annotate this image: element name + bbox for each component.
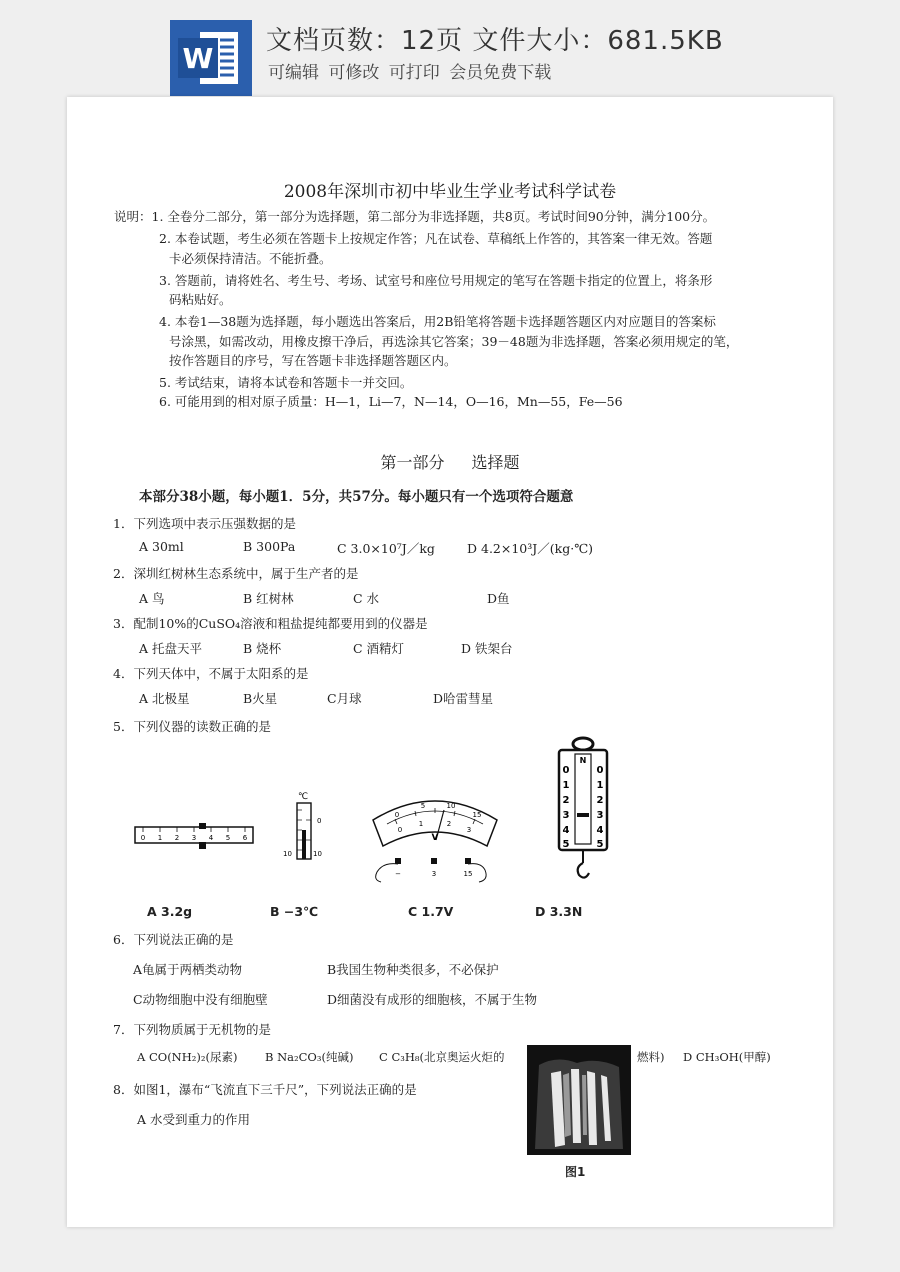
- ruler-tick-4: 4: [208, 834, 214, 842]
- note-3b: 码粘贴好。: [169, 292, 232, 307]
- q6-option-c: C动物细胞中没有细胞壁: [133, 992, 268, 1007]
- ruler-tick-0: 0: [140, 834, 146, 842]
- spring-right-1: 1: [596, 780, 604, 791]
- note-4c: 按作答题目的序号，写在答题卡非选择题答题区内。: [169, 353, 457, 368]
- meter-scale-0: 0: [394, 811, 400, 819]
- meter-scale-5: 5: [420, 802, 426, 810]
- q8-option-a: A 水受到重力的作用: [137, 1112, 251, 1127]
- q6-option-b: B我国生物种类很多，不必保护: [327, 962, 499, 977]
- q7-option-d: D CH₃OH(甲醇): [683, 1050, 771, 1064]
- waterfall-image: [527, 1045, 631, 1155]
- ruler-tick-2: 2: [174, 834, 180, 842]
- q4-option-a: A 北极星: [139, 691, 190, 706]
- note-2b: 卡必须保持清洁。不能折叠。: [169, 251, 332, 266]
- q3-option-a: A 托盘天平: [139, 641, 203, 656]
- q3-option-c: C 酒精灯: [353, 641, 405, 656]
- ruler-tick-6: 6: [242, 834, 248, 842]
- meter-inner-0: 0: [397, 826, 403, 834]
- question-4: 4．下列天体中，不属于太阳系的是: [113, 666, 309, 681]
- meter-scale-10: 10: [446, 802, 456, 810]
- question-6: 6．下列说法正确的是: [113, 932, 234, 947]
- note-5: 5. 考试结束，请将本试卷和答题卡一并交回。: [159, 375, 413, 390]
- question-3: 3．配制10%的CuSO₄溶液和粗盐提纯都要用到的仪器是: [113, 616, 428, 631]
- q6-option-d: D细菌没有成形的细胞核，不属于生物: [327, 992, 538, 1007]
- spring-right-5: 5: [596, 839, 604, 850]
- note-4: 4. 本卷1—38题为选择题，每小题选出答案后，用2B铅笔将答题卡选择题答题区内对应题目的答案标: [159, 314, 716, 329]
- voltmeter-figure: [365, 790, 505, 890]
- question-8: 8．如图1，瀑布“飞流直下三千尺”，下列说法正确的是: [113, 1082, 417, 1097]
- ruler-figure: [133, 822, 257, 852]
- word-icon-letter: W: [182, 42, 214, 75]
- q6-option-a: A龟属于两栖类动物: [133, 962, 243, 977]
- q1-option-b: B 300Pa: [243, 539, 296, 554]
- q7-option-c: C C₃H₈(北京奥运火炬的: [379, 1050, 505, 1064]
- ruler-tick-5: 5: [225, 834, 231, 842]
- q7-option-c-cont: 燃料): [637, 1050, 665, 1064]
- q4-option-c: C月球: [327, 691, 362, 706]
- thermometer-tick-10-left: 10: [283, 850, 292, 858]
- download-banner: [0, 0, 900, 96]
- thermometer-unit: ℃: [297, 792, 309, 802]
- note-6: 6. 可能用到的相对原子质量：H—1，Li—7，N—14，O—16，Mn—55，Fe—56: [159, 394, 623, 409]
- word-document-icon: [170, 20, 252, 96]
- q2-option-b: B 红树林: [243, 591, 294, 606]
- file-features: 可编辑 可修改 可打印 会员免费下载: [268, 63, 552, 83]
- q3-option-b: B 烧杯: [243, 641, 282, 656]
- q7-option-a: A CO(NH₂)₂(尿素): [137, 1050, 238, 1064]
- q2-option-d: D鱼: [487, 591, 510, 606]
- meter-unit: V: [431, 833, 439, 843]
- note-2: 2. 本卷试题，考生必须在答题卡上按规定作答；凡在试卷、草稿纸上作答的，其答案一律无效。答题: [159, 231, 713, 246]
- exam-title: 2008年深圳市初中毕业生学业考试科学试卷: [283, 182, 617, 202]
- spring-left-3: 3: [562, 810, 570, 821]
- q3-option-d: D 铁架台: [461, 641, 513, 656]
- q4-option-d: D哈雷彗星: [433, 691, 494, 706]
- ruler-tick-1: 1: [157, 834, 163, 842]
- spring-left-5: 5: [562, 839, 570, 850]
- q5-option-a: A 3.2g: [147, 904, 193, 919]
- question-1: 1．下列选项中表示压强数据的是: [113, 516, 296, 531]
- meter-inner-2: 2: [446, 820, 452, 828]
- exam-paper: [67, 97, 833, 1227]
- spring-left-2: 2: [562, 795, 570, 806]
- spring-left-1: 1: [562, 780, 570, 791]
- spring-left-0: 0: [562, 765, 570, 776]
- q1-option-d: D 4.2×10³J／(kg·℃): [467, 541, 594, 556]
- spring-unit: N: [579, 756, 587, 765]
- section-title: 第一部分 选择题: [380, 453, 520, 472]
- q7-option-b: B Na₂CO₃(纯碱): [265, 1050, 354, 1064]
- spring-scale-figure: [553, 735, 613, 905]
- file-info-title: 文档页数：12页 文件大小：681.5KB: [266, 26, 724, 56]
- q5-option-b: B −3℃: [270, 904, 319, 919]
- thermometer-tick-0: 0: [317, 817, 322, 825]
- question-5: 5．下列仪器的读数正确的是: [113, 719, 271, 734]
- spring-right-4: 4: [596, 825, 604, 836]
- q1-option-a: A 30ml: [139, 539, 184, 554]
- meter-inner-1: 1: [418, 820, 424, 828]
- question-2: 2．深圳红树林生态系统中，属于生产者的是: [113, 566, 359, 581]
- meter-term-15: 15: [463, 870, 473, 878]
- q2-option-c: C 水: [353, 591, 380, 606]
- q4-option-b: B火星: [243, 691, 278, 706]
- meter-scale-15: 15: [472, 811, 482, 819]
- meter-term-neg: −: [395, 870, 401, 878]
- note-3: 3. 答题前，请将姓名、考生号、考场、试室号和座位号用规定的笔写在答题卡指定的位置上，将条形: [159, 273, 713, 288]
- spring-left-4: 4: [562, 825, 570, 836]
- note-1: 说明：1. 全卷分二部分，第一部分为选择题，第二部分为非选择题，共8页。考试时间90分钟，满分100分。: [114, 209, 716, 224]
- figure-1-caption: 图1: [565, 1165, 586, 1179]
- q5-option-d: D 3.3N: [535, 904, 583, 919]
- q5-option-c: C 1.7V: [408, 904, 454, 919]
- ruler-tick-3: 3: [191, 834, 197, 842]
- question-7: 7．下列物质属于无机物的是: [113, 1022, 271, 1037]
- meter-term-3: 3: [431, 870, 437, 878]
- thermometer-figure: [281, 790, 331, 862]
- note-4b: 号涂黑，如需改动，用橡皮擦干净后，再选涂其它答案；39－48题为非选择题，答案必须用规定的笔，: [169, 334, 739, 349]
- section-description: 本部分38小题，每小题1．5分，共57分。每小题只有一个选项符合题意: [139, 489, 574, 505]
- meter-inner-3: 3: [466, 826, 472, 834]
- spring-right-3: 3: [596, 810, 604, 821]
- q1-option-c: C 3.0×10⁷J／kg: [337, 541, 435, 556]
- spring-right-0: 0: [596, 765, 604, 776]
- spring-right-2: 2: [596, 795, 604, 806]
- thermometer-tick-10-right: 10: [313, 850, 322, 858]
- q2-option-a: A 鸟: [139, 591, 165, 606]
